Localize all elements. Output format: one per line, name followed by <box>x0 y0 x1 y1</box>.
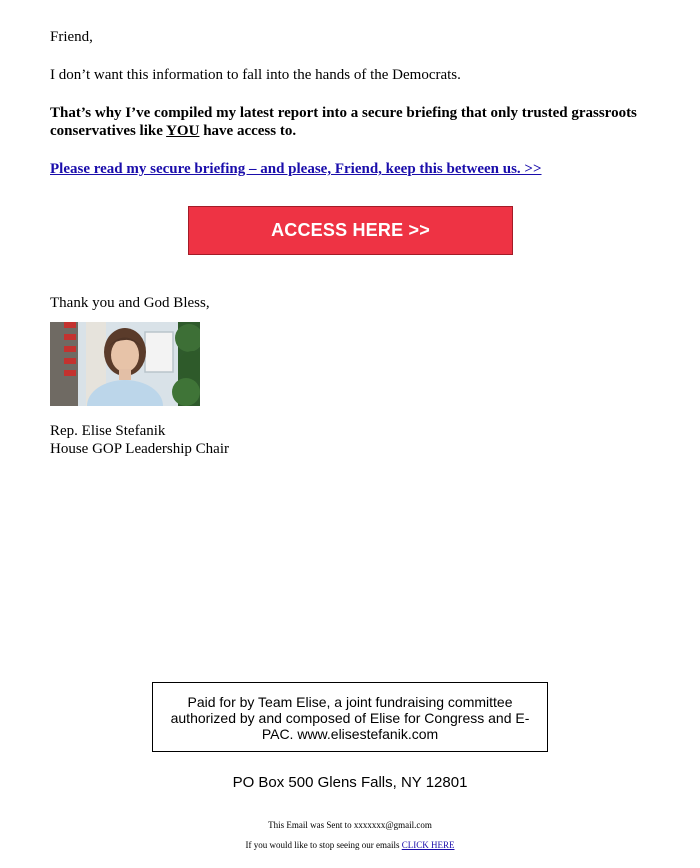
secure-briefing-link[interactable]: Please read my secure briefing – and please, Friend, keep this between us. >> <box>50 161 542 177</box>
access-here-container <box>188 206 513 255</box>
briefing-paragraph <box>50 104 650 140</box>
unsubscribe-line <box>0 840 700 850</box>
email-body <box>50 28 650 178</box>
unsubscribe-link[interactable]: CLICK HERE <box>401 840 455 850</box>
intro-paragraph: I don’t want this information to fall into the hands of the Democrats. <box>50 67 461 83</box>
paid-for-disclaimer: Paid for by Team Elise, a joint fundraising committee authorized by and composed of Elise for Congress and E-PAC. www.elisestefanik.com <box>152 682 548 752</box>
portrait-photo <box>50 322 200 406</box>
mailing-address: PO Box 500 Glens Falls, NY 12801 <box>232 774 468 791</box>
signature-block <box>50 422 229 458</box>
briefing-text-end: have access to. <box>199 123 297 139</box>
sent-to-notice: This Email was Sent to xxxxxxx@gmail.com <box>268 820 432 830</box>
signature-title: House GOP Leadership Chair <box>50 441 229 457</box>
access-here-button[interactable]: ACCESS HERE >> <box>188 206 513 255</box>
emphasis-you: YOU <box>166 123 200 139</box>
briefing-text-start: That’s why I’ve compiled my latest report into a secure briefing that only trusted grassroots conservatives like <box>50 105 637 139</box>
unsubscribe-text: If you would like to stop seeing our emails <box>245 840 402 850</box>
greeting-text: Friend, <box>50 29 93 45</box>
signature-name: Rep. Elise Stefanik <box>50 423 166 439</box>
closing-text: Thank you and God Bless, <box>50 295 210 311</box>
